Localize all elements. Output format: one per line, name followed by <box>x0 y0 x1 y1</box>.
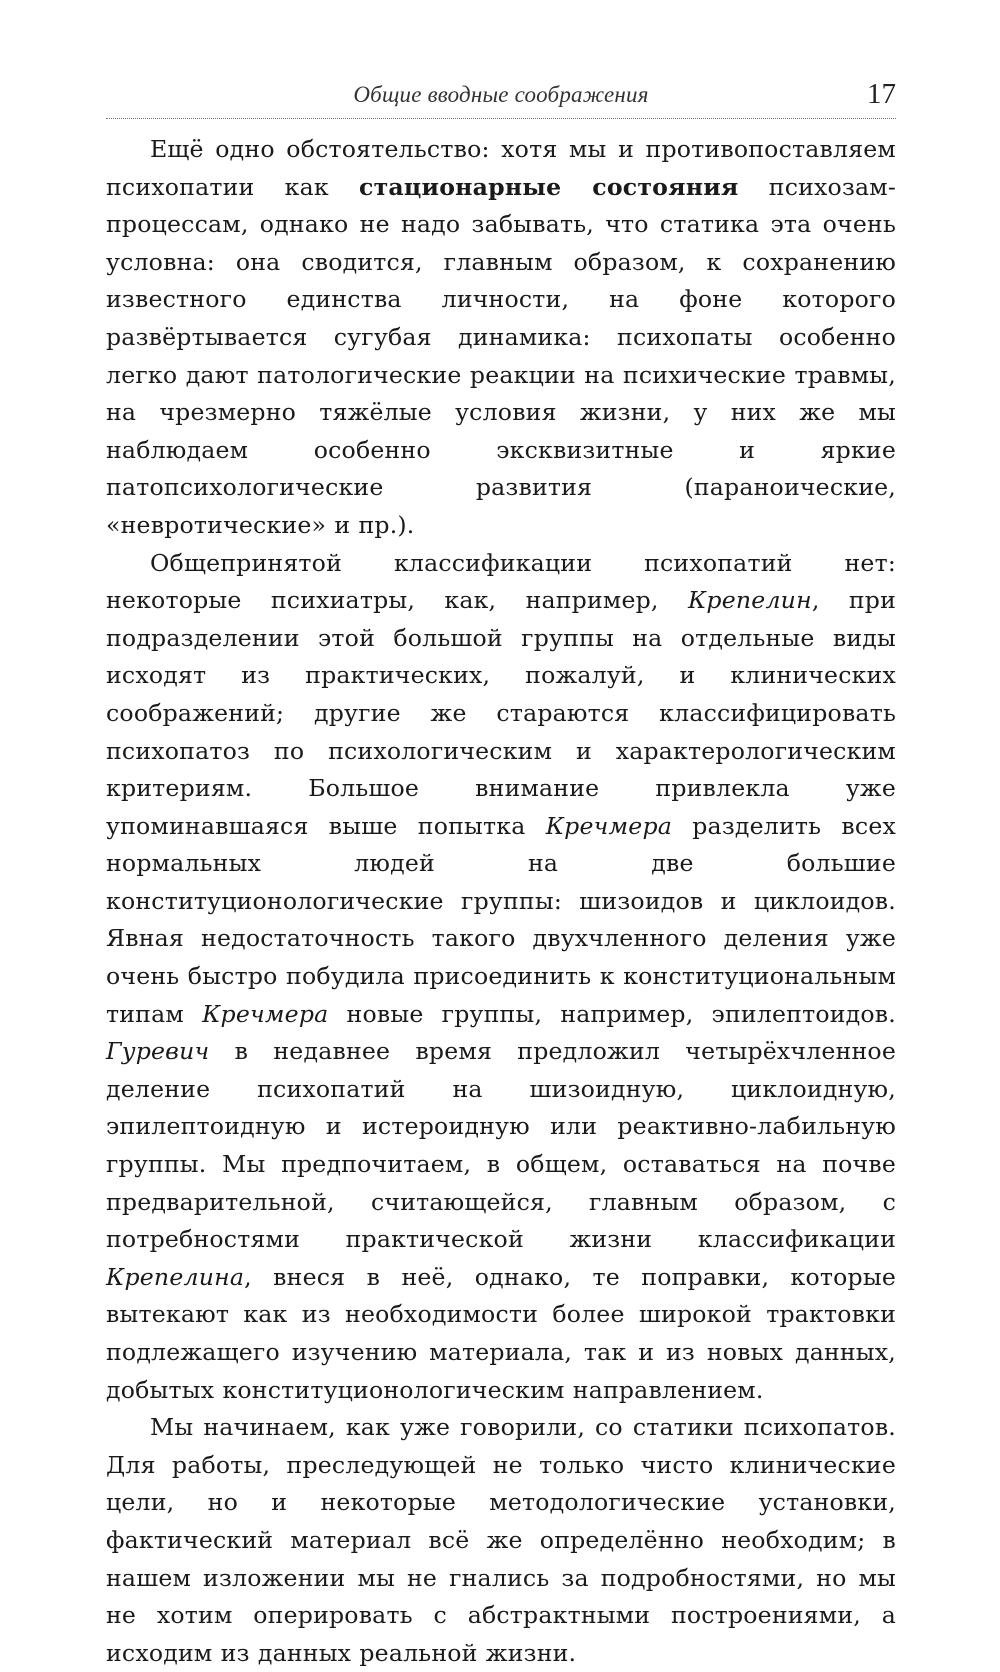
text-run: Мы начинаем, как уже говорили, со статики психопатов. Для работы, преследующей не только чисто клинические цели, но и некоторые методологические установки, фактический материал всё же определённо необходим; в нашем изложении мы не гнались за подробностями, но мы не хотим оперировать с абстрактными построениями, а исходим из данных реальной жизни. <box>106 1413 896 1667</box>
paragraph-2 <box>106 545 896 1410</box>
text-run: Ещё одно обстоятельство: хотя мы и противопоставляем психопатии как <box>106 135 896 201</box>
text-run: психозам-процессам, однако не надо забывать, что статика эта очень условна: она сводится, главным образом, к сохранению известного единства личности, на фоне которого развёртывается сугубая динамика: психопаты особенно легко дают патологические реакции на психические травмы, на чрезмерно тяжёлые условия жизни, у них же мы наблюдаем особенно эксквизитные и яркие патопсихологические развития (параноические, «невротические» и пр.). <box>106 172 897 539</box>
page-number: 17 <box>867 78 896 110</box>
text-run: , внеся в неё, однако, те поправки, которые вытекают как из необходимости более широкой трактовки подлежащего изучению материала, так и из новых данных, добытых конституционологическим направлением. <box>106 1262 896 1404</box>
body-text <box>106 131 896 1672</box>
page-header <box>106 78 896 118</box>
running-title: Общие вводные соображения <box>353 82 649 107</box>
text-run: , при подразделении этой большой группы на отдельные виды исходят из практических, пожалуй, и клинических соображений; другие же стараются классифицировать психопатоз по психологическим и характерологическим критериям. Большое внимание привлекла уже упоминавшаяся выше попытка <box>106 586 896 840</box>
text-run: в недавнее время предложил четырёхчленное деление психопатий на шизоидную, циклоидную, эпилептоидную и истероидную или реактивно-лабильную группы. Мы предпочитаем, в общем, оставаться на почве предварительной, считающейся, главным образом, с потребностями практической жизни классификации <box>106 1037 896 1254</box>
text-run: новые группы, например, эпилептоидов. <box>328 999 896 1028</box>
author-name: Гуревич <box>106 1037 210 1066</box>
author-name: Кречмера <box>202 999 329 1028</box>
author-name: Крепелин <box>687 586 812 615</box>
paragraph-3 <box>106 1409 896 1672</box>
text-run: Общепринятой классификации психопатий нет: некоторые психиатры, как, например, <box>106 548 896 615</box>
text-run: разделить всех нормальных людей на две большие конституционологические группы: шизоидов и циклоидов. Явная недостаточность такого двухчленного деления уже очень быстро побудила присоединить к конституциональным типам <box>106 811 896 1028</box>
header-divider <box>106 118 896 119</box>
bold-term: стационарные состояния <box>359 172 739 201</box>
author-name: Кречмера <box>545 811 673 840</box>
author-name: Крепелина <box>106 1262 245 1291</box>
paragraph-1 <box>106 131 896 545</box>
